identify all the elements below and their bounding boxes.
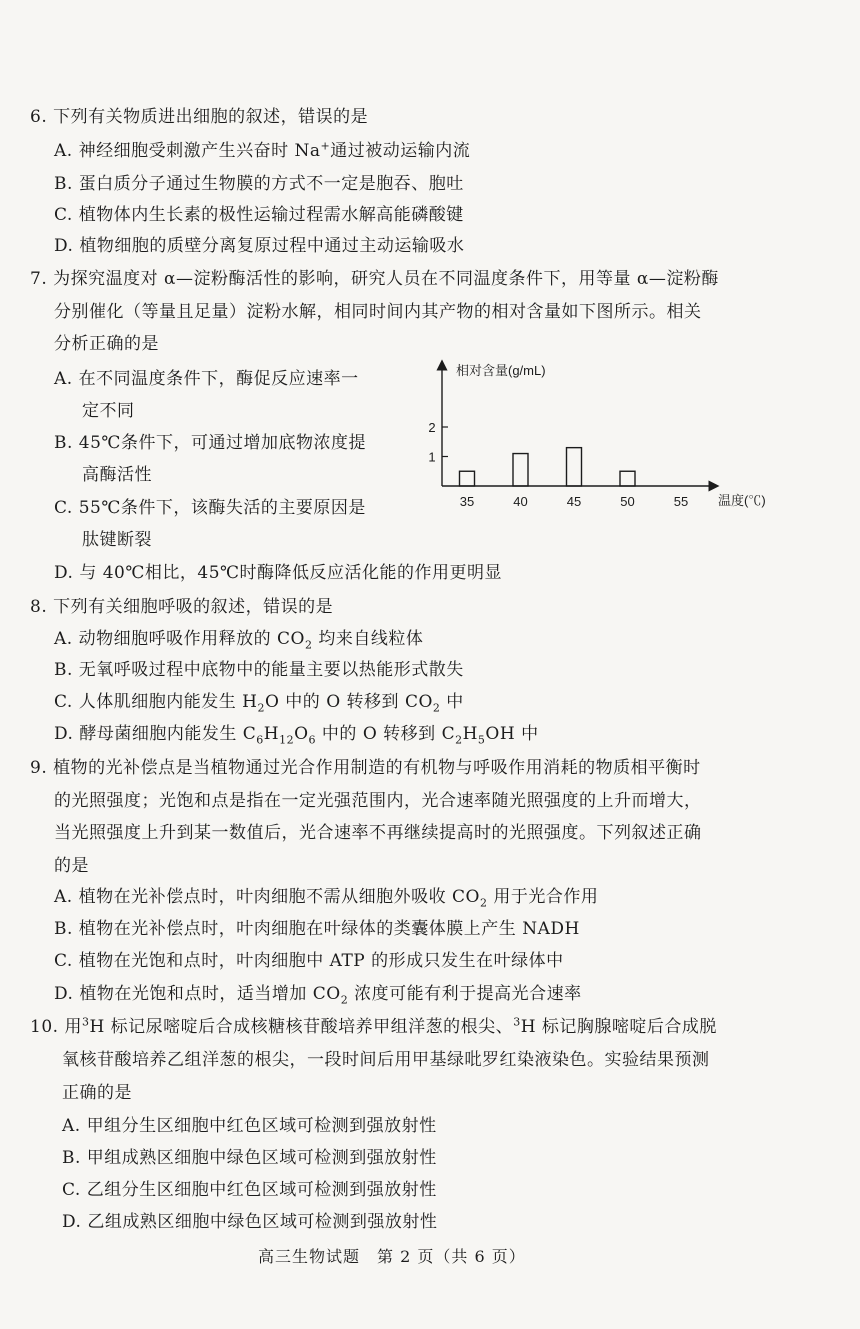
- y-tick-label: 2: [428, 420, 436, 435]
- enzyme-activity-chart: [430, 355, 810, 520]
- q6-option-b: B. 蛋白质分子通过生物膜的方式不一定是胞吞、胞吐: [54, 174, 464, 194]
- q9-option-c: C. 植物在光饱和点时，叶肉细胞中 ATP 的形成只发生在叶绿体中: [54, 951, 564, 971]
- q9-option-a: A. 植物在光补偿点时，叶肉细胞不需从细胞外吸收 $CO_2$ 用于光合作用: [54, 887, 599, 910]
- y-tick-label: 1: [428, 449, 436, 465]
- bars: [460, 448, 636, 486]
- x-tick-label-35: 35: [459, 494, 475, 509]
- q6-option-d: D. 植物细胞的质壁分离复原过程中通过主动运输吸水: [54, 236, 465, 256]
- q7-option-d: D. 与 40℃相比，45℃时酶降低反应活化能的作用更明显: [54, 563, 503, 583]
- q9-stem-line4: 的是: [54, 856, 89, 876]
- q7-stem-line1: 7. 为探究温度对 α—淀粉酶活性的影响，研究人员在不同温度条件下，用等量 α—淀粉酶: [30, 269, 719, 289]
- y-ticks: [428, 420, 448, 465]
- q6-option-a: A. 神经细胞受刺激产生兴奋时 Na+通过被动运输内流: [54, 139, 471, 161]
- q10-stem-line1: 10. 用$^3$H 标记尿嘧啶后合成核糖核苷酸培养甲组洋葱的根尖、$^3$H 标记胸腺嘧啶后合成脱: [30, 1015, 717, 1037]
- q10-stem-line2: 氧核苷酸培养乙组洋葱的根尖，一段时间后用甲基绿吡罗红染液染色。实验结果预测: [62, 1050, 710, 1070]
- q7-option-b-line1: B. 45℃条件下，可通过增加底物浓度提: [54, 433, 366, 453]
- q9-stem-line3: 当光照强度上升到某一数值后，光合速率不再继续提高时的光照强度。下列叙述正确: [54, 823, 702, 843]
- q10-option-c: C. 乙组分生区细胞中红色区域可检测到强放射性: [62, 1180, 437, 1200]
- q7-option-a-line2: 定不同: [82, 401, 135, 421]
- x-tick-labels: [460, 494, 688, 509]
- bar-35: [460, 471, 475, 486]
- x-tick-label-50: 50: [620, 494, 635, 509]
- q7-option-c-line1: C. 55℃条件下，该酶失活的主要原因是: [54, 498, 366, 518]
- q6-stem: 6. 下列有关物质进出细胞的叙述，错误的是: [30, 107, 369, 127]
- q7-option-b-line2: 高酶活性: [82, 465, 152, 485]
- bar-40: [513, 454, 528, 486]
- q7-option-c-line2: 肽键断裂: [82, 530, 152, 550]
- q7-stem-line2: 分别催化（等量且足量）淀粉水解，相同时间内其产物的相对含量如下图所示。相关: [54, 302, 702, 322]
- x-tick-label-40: 40: [513, 494, 528, 509]
- q8-stem: 8. 下列有关细胞呼吸的叙述，错误的是: [30, 597, 334, 617]
- x-tick-label-45: 45: [566, 494, 582, 509]
- x-axis-label: 温度(℃): [718, 493, 766, 508]
- x-tick-label-55: 55: [673, 494, 689, 509]
- q10-option-b: B. 甲组成熟区细胞中绿色区域可检测到强放射性: [62, 1148, 437, 1168]
- q8-option-d: D. 酵母菌细胞内能发生 $C_6H_{12}O_6$ 中的 O 转移到 $C_2H_5OH$ 中: [54, 724, 539, 747]
- q10-option-d: D. 乙组成熟区细胞中绿色区域可检测到强放射性: [62, 1212, 438, 1232]
- bar-50: [620, 471, 635, 486]
- q8-option-b: B. 无氧呼吸过程中底物中的能量主要以热能形式散失: [54, 660, 464, 680]
- q9-option-d: D. 植物在光饱和点时，适当增加 $CO_2$ 浓度可能有利于提高光合速率: [54, 984, 582, 1007]
- q9-option-b: B. 植物在光补偿点时，叶肉细胞在叶绿体的类囊体膜上产生 NADH: [54, 919, 580, 939]
- q7-option-a-line1: A. 在不同温度条件下，酶促反应速率一: [54, 369, 359, 389]
- q8-option-c: C. 人体肌细胞内能发生 $H_2O$ 中的 O 转移到 $CO_2$ 中: [54, 692, 464, 715]
- bar-45: [567, 448, 582, 486]
- q9-stem-line2: 的光照强度；光饱和点是指在一定光强范围内，光合速率随光照强度的上升而增大，: [54, 791, 702, 811]
- page-footer: 高三生物试题 第 2 页（共 6 页）: [258, 1247, 526, 1266]
- q6-option-c: C. 植物体内生长素的极性运输过程需水解高能磷酸键: [54, 205, 464, 225]
- q10-option-a: A. 甲组分生区细胞中红色区域可检测到强放射性: [62, 1116, 437, 1136]
- q9-stem-line1: 9. 植物的光补偿点是当植物通过光合作用制造的有机物与呼吸作用消耗的物质相平衡时: [30, 758, 701, 778]
- q7-stem-line3: 分析正确的是: [54, 334, 159, 354]
- q10-stem-line3: 正确的是: [62, 1083, 132, 1103]
- y-axis-label: 相对含量(g/mL): [456, 363, 546, 378]
- q8-option-a: A. 动物细胞呼吸作用释放的 $CO_2$ 均来自线粒体: [54, 629, 424, 652]
